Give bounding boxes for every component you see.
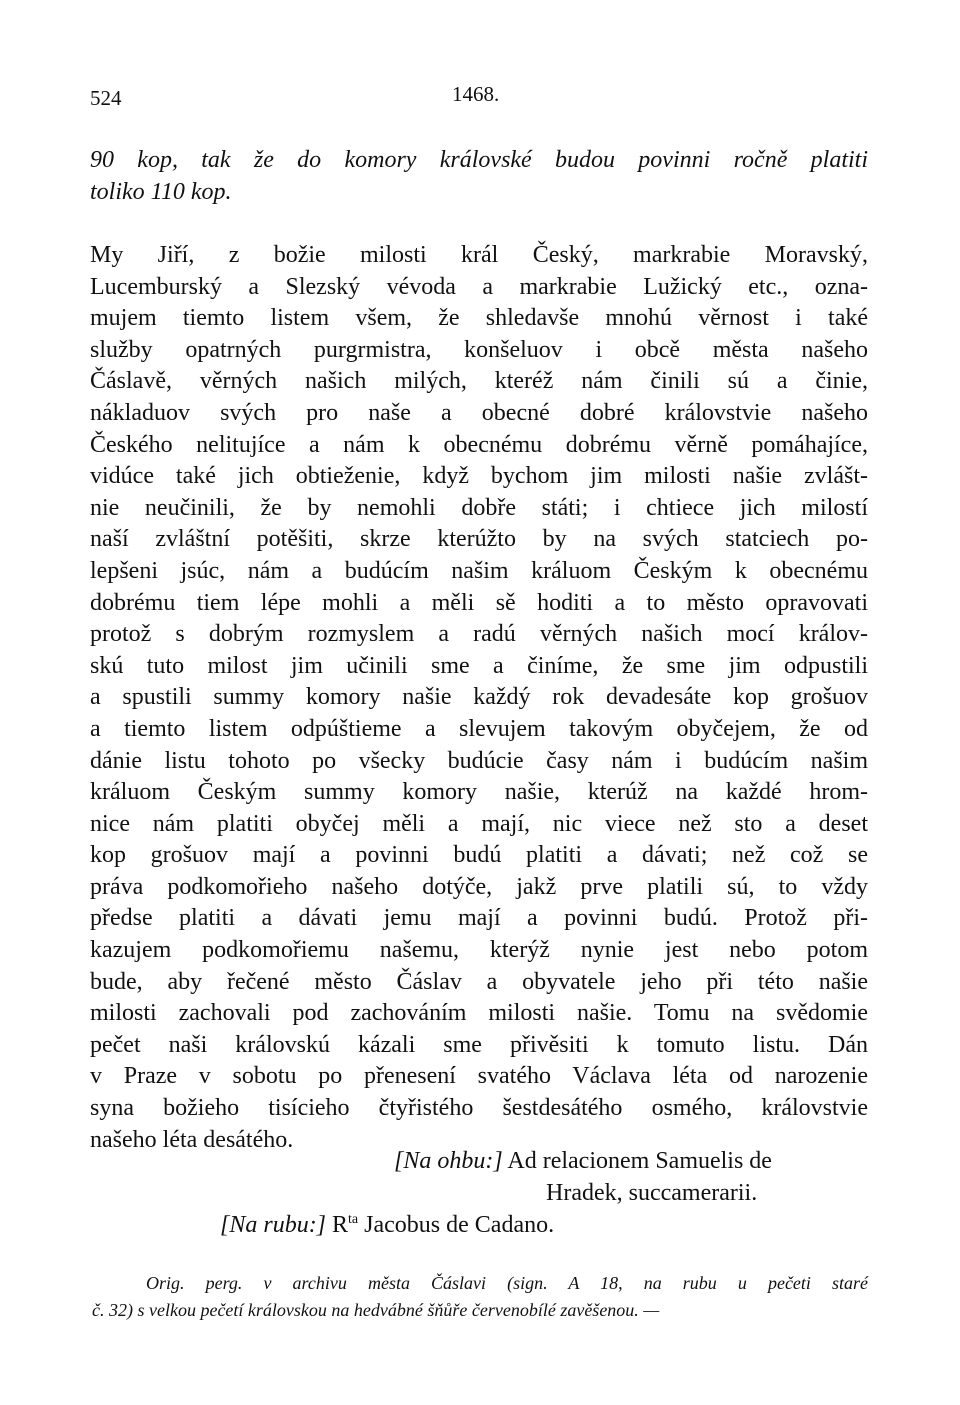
- page-header: [90, 82, 870, 116]
- text-line: práva podkomořieho našeho dotýče, jakž prve platili sú, to vždy: [90, 873, 868, 900]
- text-line: a tiemto listem odpúštieme a slevujem takovým obyčejem, že od: [90, 715, 868, 742]
- text-line: bude, aby řečené město Čáslav a obyvatele jeho při této našie: [90, 968, 868, 995]
- text-line: syna božieho tisícieho čtyřistého šestdesátého osmého, královstvie: [90, 1095, 868, 1122]
- page-year-heading: 1468.: [452, 82, 500, 106]
- footnote-line: Orig. perg. v archivu města Čáslavi (sign. A 18, na rubu u pečeti staré: [146, 1273, 868, 1293]
- rubu-r: R: [332, 1212, 349, 1238]
- text-line: předse platiti a dávati jemu mají a povinni budú. Protož při-: [90, 905, 868, 932]
- rubu-text: Jacobus de Cadano.: [364, 1212, 555, 1238]
- footnote-line: č. 32) s velkou pečetí královskou na hedvábné šňůře červenobílé zavěšenou. —: [92, 1300, 660, 1320]
- text-line: nice nám platiti obyčej měli a mají, nic viece než sto a deset: [90, 810, 868, 837]
- text-line: pečet naši královskú kázali sme přivěsiti k tomuto listu. Dán: [90, 1031, 868, 1058]
- text-line: našeho léta desátého.: [90, 1126, 294, 1153]
- text-line: dobrému tiem lépe mohli a měli sě hoditi a to město opravovati: [90, 589, 868, 616]
- footnote: [92, 1270, 868, 1324]
- text-line: My Jiří, z božie milosti král Český, markrabie Moravský,: [90, 242, 868, 268]
- text-line: služby opatrných purgrmistra, konšeluov i obcě města našeho: [90, 336, 868, 363]
- rubu-tag: [Na rubu:]: [220, 1212, 327, 1238]
- text-line: a spustili summy komory našie každý rok devadesáte kop grošuov: [90, 684, 868, 711]
- text-line: Lucemburský a Slezský vévoda a markrabie Lužický etc., ozna-: [90, 273, 868, 300]
- ohbu-text-1: Ad relacionem Samuelis de: [507, 1148, 772, 1174]
- text-line: kazujem podkomořiemu našemu, kterýž nynie jest nebo potom: [90, 937, 868, 964]
- text-line: toliko 110 kop.: [90, 178, 232, 205]
- charter-body: [90, 240, 868, 1156]
- text-line: Čáslavě, věrných našich milých, kteréž nám činili sú a činie,: [90, 368, 868, 395]
- text-line: dánie listu tohoto po všecky budúcie časy nám i budúcím našim: [90, 747, 868, 774]
- ohbu-text-2: Hradek, succamerarii.: [546, 1180, 758, 1206]
- text-line: lepšeni jsúc, nám a budúcím našim králuom Českým k obecnému: [90, 557, 868, 584]
- text-line: mujem tiemto listem všem, že shledavše mnohú věrnost i také: [90, 305, 868, 332]
- ohbu-note-line-1: [394, 1148, 772, 1175]
- text-line: králuom Českým summy komory našie, kterúž na každé hrom-: [90, 779, 868, 806]
- text-line: protož s dobrým rozmyslem a radú věrných našich mocí králov-: [90, 621, 868, 648]
- text-line: vidúce také jich obtieženie, když bychom jim milosti našie zvlášt-: [90, 463, 868, 490]
- ohbu-note-line-2: [546, 1180, 757, 1207]
- text-line: naší zvláštní potěšiti, skrze kterúžto by na svých statciech po-: [90, 526, 868, 553]
- ohbu-tag: [Na ohbu:]: [394, 1148, 503, 1174]
- page-number: 524: [90, 86, 122, 110]
- text-line: v Praze v sobotu po přenesení svatého Václava léta od narozenie: [90, 1063, 868, 1090]
- text-line: nie neučinili, že by nemohli dobře státi; i chtiece jich milostí: [90, 494, 868, 521]
- text-line: 90 kop, tak že do komory královské budou povinni ročně platiti: [90, 147, 868, 173]
- text-line: kop grošuov mají a povinni budú platiti a dávati; než což se: [90, 842, 868, 869]
- text-line: nákladuov svých pro naše a obecné dobré královstvie našeho: [90, 399, 868, 426]
- intro-paragraph: [90, 145, 868, 208]
- text-line: milosti zachovali pod zachováním milosti našie. Tomu na svědomie: [90, 1000, 868, 1027]
- rubu-sup: ta: [348, 1212, 359, 1227]
- text-line: Českého nelitujíce a nám k obecnému dobrému věrně pomáhajíce,: [90, 431, 868, 458]
- rubu-note: [220, 1212, 554, 1239]
- text-line: skú tuto milost jim učinili sme a činíme, že sme jim odpustili: [90, 652, 868, 679]
